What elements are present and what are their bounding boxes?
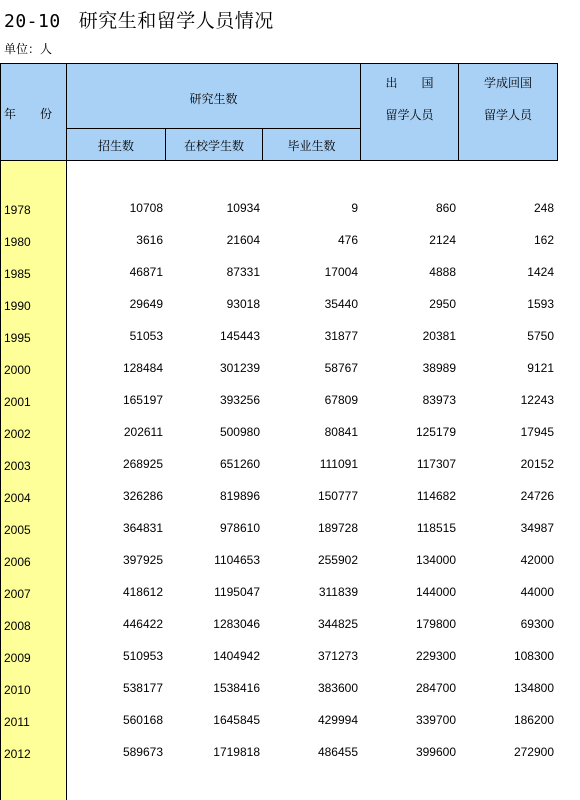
cell-abroad: 117307 (416, 457, 456, 471)
cell-graduates: 344825 (317, 617, 358, 631)
cell-year: 1985 (4, 267, 31, 281)
cell-returned: 20152 (520, 457, 554, 471)
cell-year: 2000 (4, 363, 31, 377)
cell-abroad: 118515 (416, 521, 456, 535)
table-row (0, 224, 580, 256)
table-row (0, 288, 580, 320)
header-returned-line1: 学成回国 (483, 76, 532, 90)
header-abroad-line2: 留学人员 (385, 108, 434, 122)
cell-enroll: 538177 (122, 681, 163, 695)
header-graduates: 毕业生数 (287, 139, 336, 153)
cell-returned: 1424 (527, 265, 554, 279)
cell-abroad: 399600 (415, 745, 456, 759)
cell-graduates: 311839 (318, 585, 358, 599)
cell-in-school: 21604 (226, 233, 260, 247)
cell-year: 2004 (4, 491, 31, 505)
cell-graduates: 383600 (317, 681, 358, 695)
cell-returned: 69300 (520, 617, 554, 631)
cell-abroad: 114682 (416, 489, 456, 503)
cell-enroll: 446422 (122, 617, 163, 631)
table-row (0, 544, 580, 576)
cell-returned: 186200 (513, 713, 554, 727)
table-row (0, 256, 580, 288)
table-row (0, 672, 580, 704)
cell-year: 2005 (4, 523, 31, 537)
cell-abroad: 284700 (415, 681, 456, 695)
header-returned-line2: 留学人员 (483, 108, 532, 122)
cell-in-school: 1104653 (214, 553, 260, 567)
table-row (0, 704, 580, 736)
table-right-border (557, 63, 558, 160)
cell-in-school: 93018 (226, 297, 260, 311)
cell-enroll: 268925 (122, 457, 163, 471)
cell-abroad: 134000 (415, 553, 456, 567)
header-graduate-students: 研究生数 (189, 92, 238, 106)
cell-year: 2001 (4, 395, 31, 409)
table-row (0, 320, 580, 352)
cell-year: 1995 (4, 331, 31, 345)
cell-graduates: 58767 (324, 361, 358, 375)
cell-graduates: 80841 (324, 425, 358, 439)
cell-in-school: 10934 (226, 201, 260, 215)
table-row (0, 736, 580, 768)
cell-graduates: 17004 (324, 265, 358, 279)
table-row (0, 384, 580, 416)
cell-graduates: 486455 (317, 745, 358, 759)
unit-label: 单位：人 (4, 42, 53, 56)
cell-returned: 12243 (520, 393, 554, 407)
cell-graduates: 429994 (317, 713, 358, 727)
cell-returned: 162 (533, 233, 554, 247)
cell-year: 2010 (4, 683, 31, 697)
cell-in-school: 1719818 (213, 745, 260, 759)
cell-enroll: 202611 (123, 425, 163, 439)
cell-returned: 134800 (513, 681, 554, 695)
header-enrollment: 招生数 (97, 139, 134, 153)
cell-returned: 34987 (520, 521, 554, 535)
cell-enroll: 364831 (122, 521, 163, 535)
cell-abroad: 179800 (415, 617, 456, 631)
cell-abroad: 2950 (429, 297, 456, 311)
cell-abroad: 4888 (429, 265, 456, 279)
cell-in-school: 145443 (219, 329, 260, 343)
cell-year: 2003 (4, 459, 31, 473)
cell-graduates: 255902 (317, 553, 358, 567)
cell-returned: 42000 (520, 553, 554, 567)
cell-abroad: 83973 (422, 393, 456, 407)
cell-year: 2002 (4, 427, 31, 441)
cell-returned: 108300 (513, 649, 554, 663)
cell-graduates: 189728 (317, 521, 358, 535)
cell-abroad: 860 (435, 201, 456, 215)
cell-in-school: 1283046 (213, 617, 260, 631)
cell-graduates: 35440 (324, 297, 358, 311)
table-row (0, 608, 580, 640)
cell-year: 1978 (4, 203, 31, 217)
cell-in-school: 393256 (219, 393, 260, 407)
cell-returned: 1593 (527, 297, 554, 311)
cell-abroad: 144000 (415, 585, 456, 599)
cell-returned: 5750 (527, 329, 554, 343)
cell-returned: 272900 (513, 745, 554, 759)
cell-in-school: 301239 (219, 361, 260, 375)
cell-returned: 248 (533, 201, 554, 215)
cell-graduates: 476 (337, 233, 358, 247)
cell-enroll: 560168 (122, 713, 163, 727)
cell-graduates: 9 (351, 201, 358, 215)
cell-enroll: 128484 (122, 361, 163, 375)
cell-abroad: 125179 (415, 425, 456, 439)
cell-in-school: 819896 (219, 489, 260, 503)
cell-in-school: 978610 (219, 521, 260, 535)
cell-returned: 44000 (520, 585, 554, 599)
header-bottom-border (0, 160, 558, 161)
table-row (0, 512, 580, 544)
cell-enroll: 29649 (129, 297, 163, 311)
cell-returned: 17945 (520, 425, 554, 439)
cell-enroll: 165197 (122, 393, 163, 407)
cell-graduates: 111091 (319, 457, 358, 471)
cell-year: 1980 (4, 235, 31, 249)
table-row (0, 416, 580, 448)
cell-abroad: 339700 (415, 713, 456, 727)
header-abroad-line1: 出 国 (385, 76, 434, 90)
cell-graduates: 371273 (317, 649, 358, 663)
cell-abroad: 2124 (429, 233, 456, 247)
cell-abroad: 38989 (422, 361, 456, 375)
cell-enroll: 51053 (129, 329, 163, 343)
page-title (4, 6, 274, 33)
cell-enroll: 326286 (122, 489, 163, 503)
subheader-divider (67, 128, 360, 129)
cell-in-school: 1645845 (213, 713, 260, 727)
cell-year: 2008 (4, 619, 31, 633)
table-row (0, 192, 580, 224)
table-number: 20-10 (4, 11, 61, 32)
cell-enroll: 10708 (129, 201, 163, 215)
cell-graduates: 67809 (324, 393, 358, 407)
table-row (0, 576, 580, 608)
table-row (0, 480, 580, 512)
cell-year: 2012 (4, 747, 31, 761)
cell-in-school: 1404942 (213, 649, 260, 663)
cell-enroll: 397925 (122, 553, 163, 567)
cell-in-school: 1195047 (214, 585, 260, 599)
cell-enroll: 589673 (122, 745, 163, 759)
cell-in-school: 651260 (219, 457, 260, 471)
cell-enroll: 510953 (122, 649, 163, 663)
table-row (0, 352, 580, 384)
cell-abroad: 229300 (415, 649, 456, 663)
cell-enroll: 46871 (129, 265, 163, 279)
cell-enroll: 3616 (136, 233, 163, 247)
cell-in-school: 500980 (219, 425, 260, 439)
cell-year: 1990 (4, 299, 31, 313)
cell-year: 2009 (4, 651, 31, 665)
cell-enroll: 418612 (122, 585, 163, 599)
cell-year: 2007 (4, 587, 31, 601)
cell-year: 2011 (4, 715, 30, 729)
table-title: 研究生和留学人员情况 (78, 10, 274, 32)
cell-returned: 24726 (520, 489, 554, 503)
cell-in-school: 87331 (226, 265, 260, 279)
cell-graduates: 150777 (317, 489, 358, 503)
header-in-school: 在校学生数 (183, 139, 244, 153)
cell-abroad: 20381 (422, 329, 456, 343)
table-row (0, 448, 580, 480)
cell-returned: 9121 (527, 361, 554, 375)
header-year: 年 份 (4, 107, 53, 121)
table-row (0, 640, 580, 672)
cell-in-school: 1538416 (213, 681, 260, 695)
table-top-border (0, 63, 558, 64)
cell-year: 2006 (4, 555, 31, 569)
cell-graduates: 31877 (324, 329, 358, 343)
